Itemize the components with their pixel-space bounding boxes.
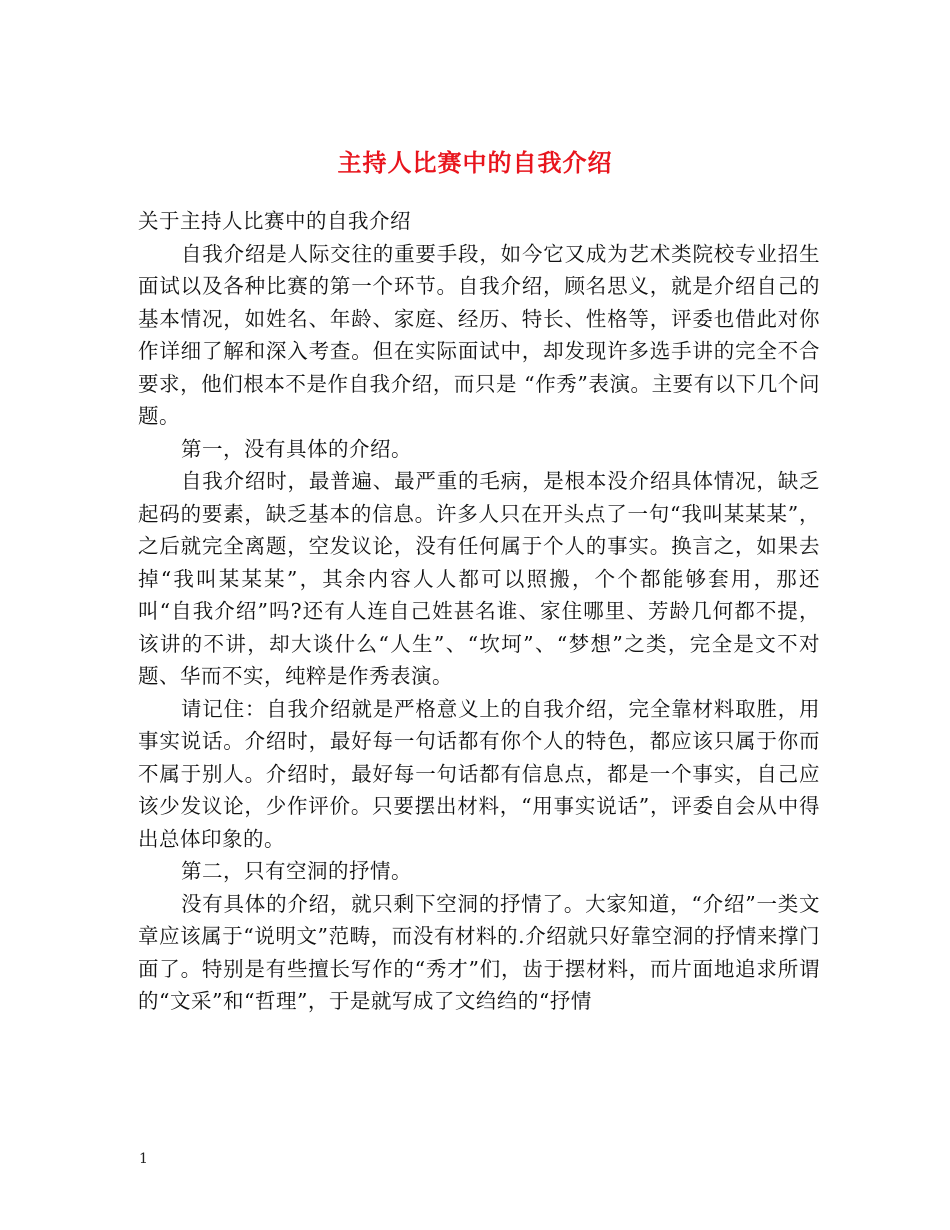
paragraph-heading-second: 第二，只有空洞的抒情。 <box>181 859 412 883</box>
paragraph-intro: 自我介绍是人际交往的重要手段，如今它又成为艺术类院校专业招生面试以及各种比赛的第一个环节。自我介绍，顾名思义，就是介绍自己的基本情况，如姓名、年龄、家庭、经历、特长、性格等，评委也借此对你作详细了解和深入考查。但在实际面试中，却发现许多选手讲的完全不合要求，他们根本不是作自我介绍，而只是 “作秀”表演。主要有以下几个问题。 <box>138 241 820 428</box>
page-number: 1 <box>139 1151 148 1167</box>
paragraph-heading-first: 第一，没有具体的介绍。 <box>181 436 412 461</box>
document-title: 主持人比赛中的自我介绍 <box>337 148 613 178</box>
paragraph-first-detail: 自我介绍时，最普遍、最严重的毛病，是根本没介绍具体情况，缺乏起码的要素，缺乏基本的信息。许多人只在开头点了一句“我叫某某某”，之后就完全离题，空发议论，没有任何属于个人的事实。换言之，如果去掉“我叫某某某”，其余内容人人都可以照搬，个个都能够套用，那还叫“自我介绍”吗?还有人连自己姓甚名谁、家住哪里、芳龄几何都不提，该讲的不讲，却大谈什么“人生”、“坎坷”、“梦想”之类，完全是文不对题、华而不实，纯粹是作秀表演。 <box>138 469 820 688</box>
document-body <box>138 205 820 1018</box>
paragraph-remember: 请记住：自我介绍就是严格意义上的自我介绍，完全靠材料取胜，用事实说话。介绍时，最好每一句话都有你个人的特色，都应该只属于你而不属于别人。介绍时，最好每一句话都有信息点，都是一个事实，自己应该少发议论，少作评价。只要摆出材料，“用事实说话”，评委自会从中得出总体印象的。 <box>138 696 820 851</box>
paragraph-subtitle: 关于主持人比赛中的自我介绍 <box>138 209 411 233</box>
paragraph-second-detail: 没有具体的介绍，就只剩下空洞的抒情了。大家知道，“介绍”一类文章应该属于“说明文”范畴，而没有材料的.介绍就只好靠空洞的抒情来撑门面了。特别是有些擅长写作的“秀才”们，齿于摆材料，而片面地追求所谓的“文采”和“哲理”，于是就写成了文绉绉的“抒情 <box>138 891 820 1013</box>
